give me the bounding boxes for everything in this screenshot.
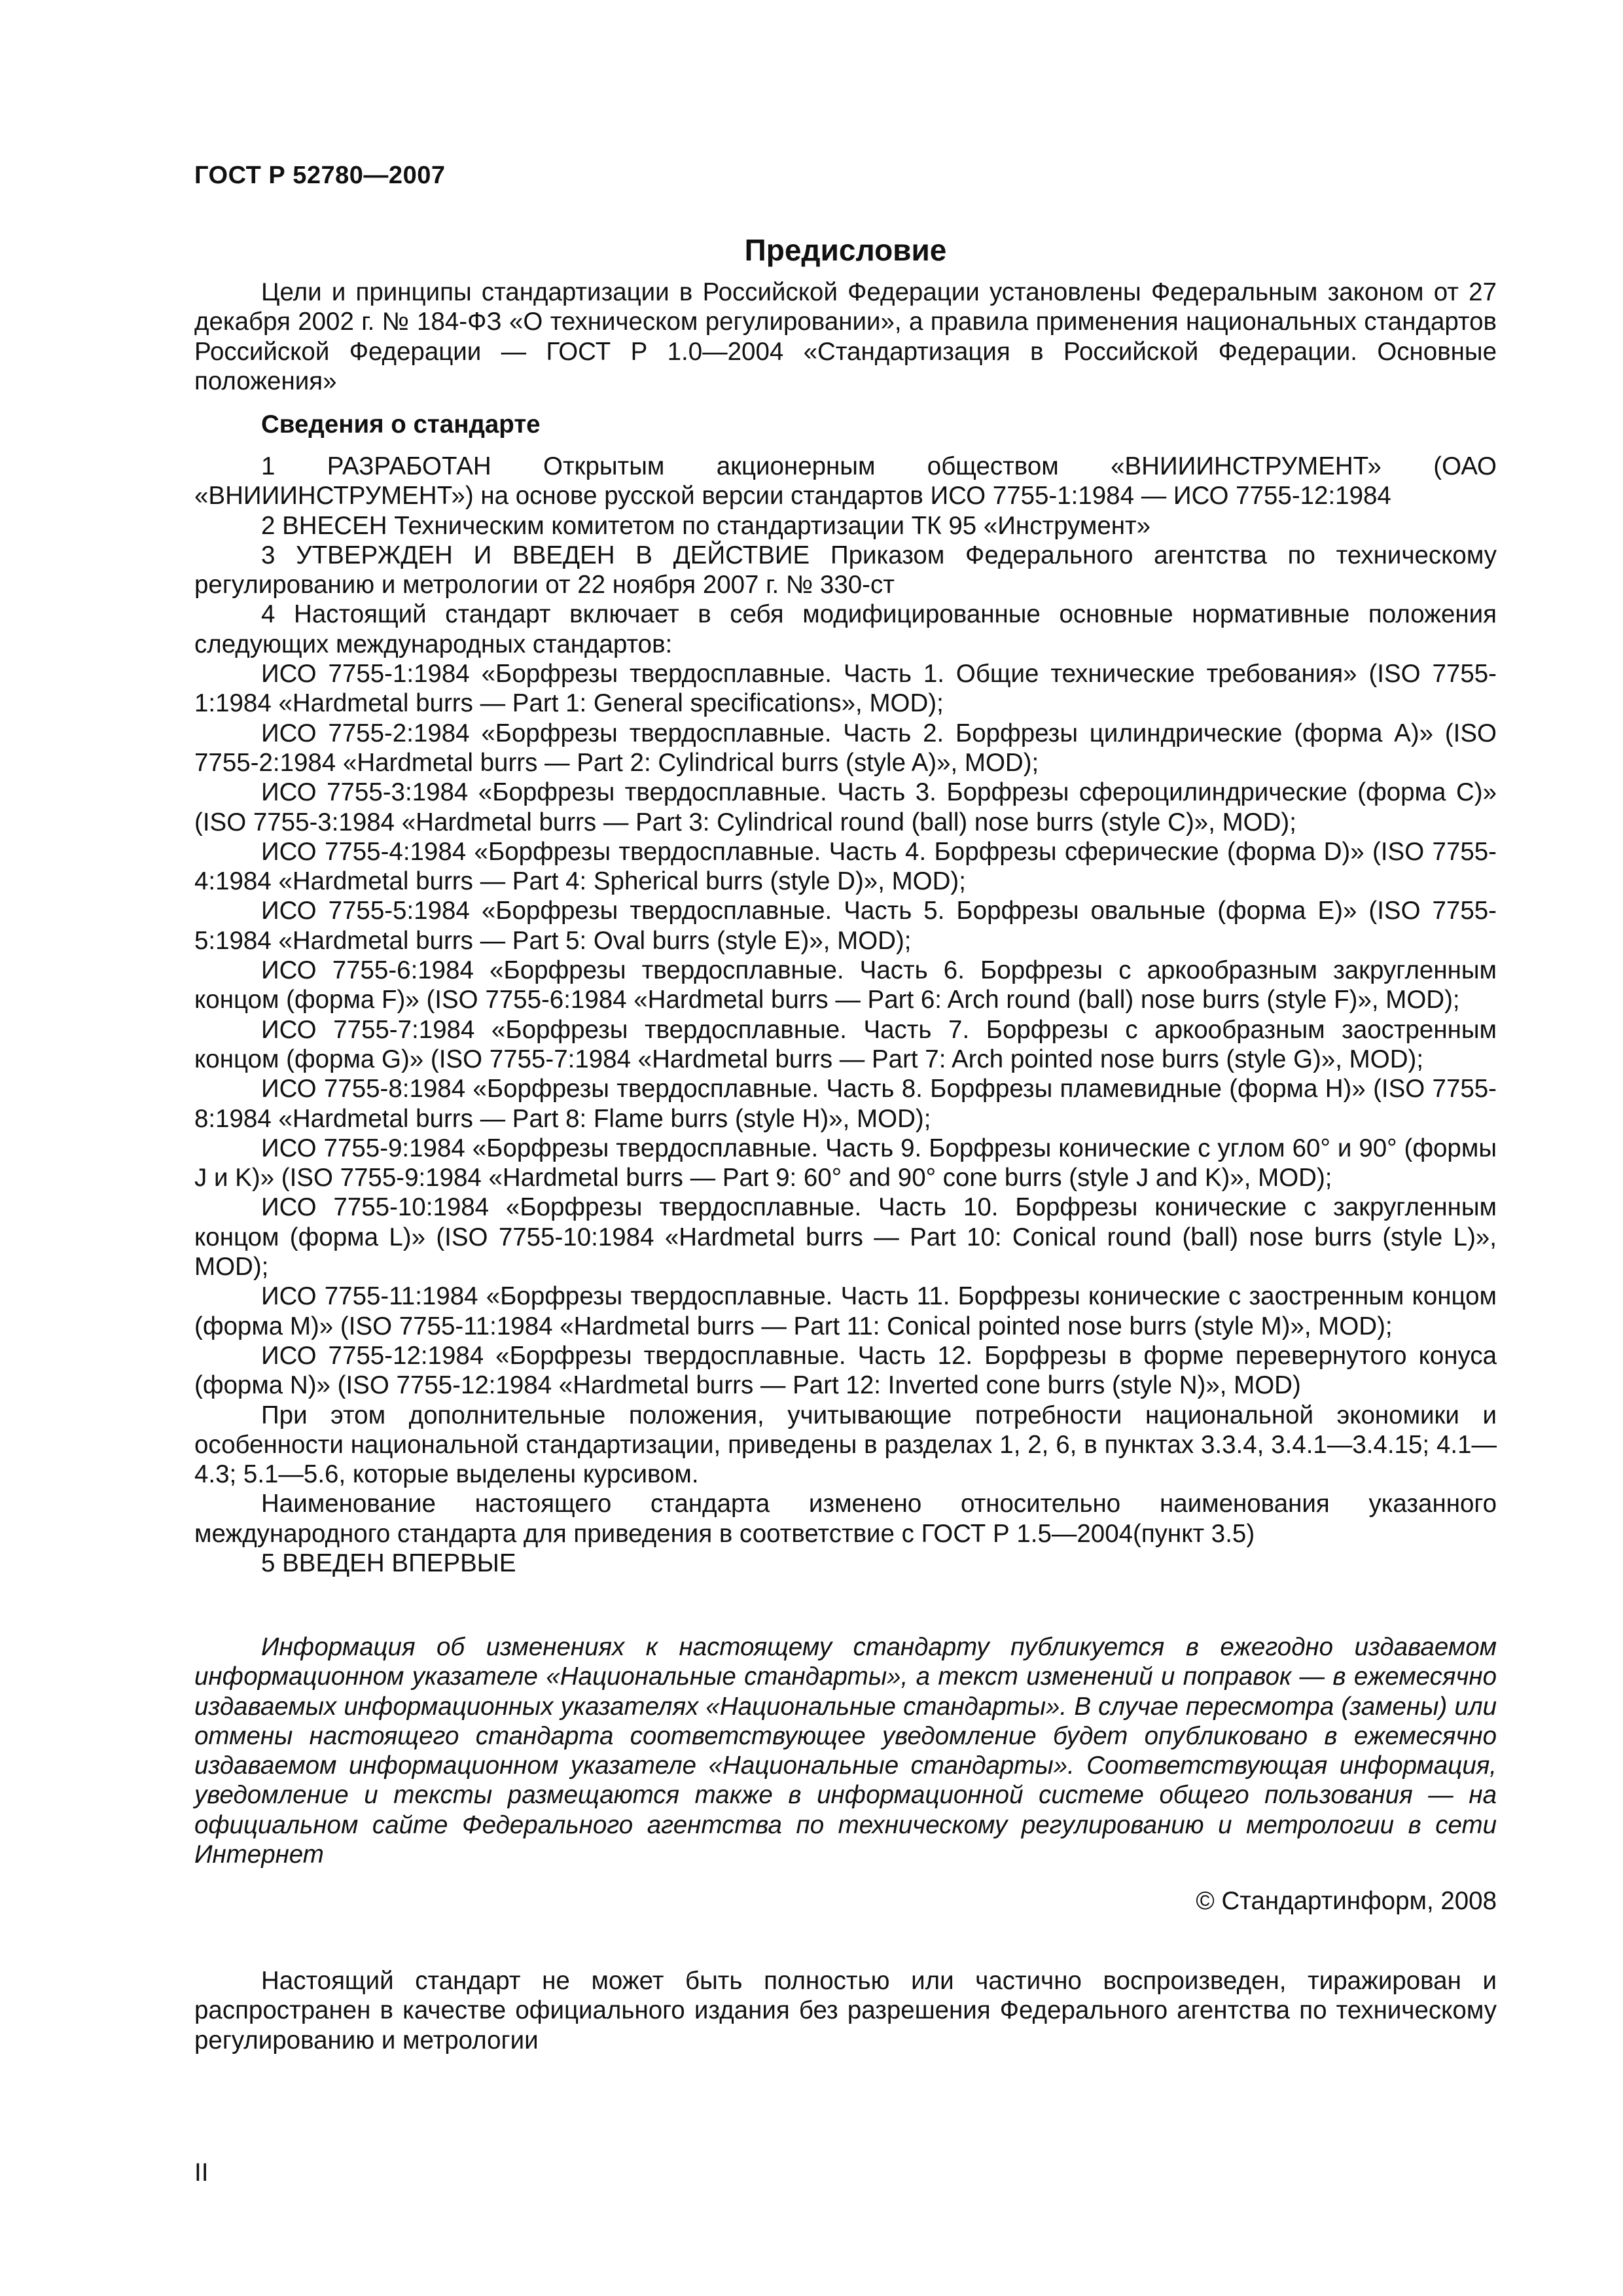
iso-reference-12: ИСО 7755-12:1984 «Борфрезы твердосплавные. Часть 12. Борфрезы в форме перевернутого конуса (форма N)» (ISO 7755-12:1984 «Hardmetal burrs — Part 12: Inverted cone burrs (style N)», MOD) [194, 1341, 1497, 1400]
additional-provisions-paragraph: При этом дополнительные положения, учитывающие потребности национальной экономики и особенности национальной стандартизации, приведены в разделах 1, 2, 6, в пунктах 3.3.4, 3.4.1—3.4.15; 4.1—4.3; 5.1—5.6, которые выделены курсивом. [194, 1401, 1497, 1489]
copyright-line: © Стандартинформ, 2008 [1196, 1887, 1497, 1915]
intro-paragraph: Цели и принципы стандартизации в Российской Федерации установлены Федеральным законом от 27 декабря 2002 г. № 184-ФЗ «О техническом регулировании», а правила применения национальных стандартов Российской Федерации — ГОСТ Р 1.0—2004 «Стандартизация в Российской Федерации. Основные положения» [194, 278, 1497, 395]
reproduction-notice-section [194, 1966, 1497, 2055]
name-change-paragraph: Наименование настоящего стандарта изменено относительно наименования указанного международного стандарта для приведения в соответствие с ГОСТ Р 1.5—2004(пункт 3.5) [194, 1490, 1497, 1548]
iso-reference-10: ИСО 7755-10:1984 «Борфрезы твердосплавные. Часть 10. Борфрезы конические с закругленным концом (форма L)» (ISO 7755-10:1984 «Hardmetal burrs — Part 10: Conical round (ball) nose burrs (style L)», MOD); [194, 1193, 1497, 1282]
iso-reference-11: ИСО 7755-11:1984 «Борфрезы твердосплавные. Часть 11. Борфрезы конические с заостренным концом (форма M)» (ISO 7755-11:1984 «Hardmetal burrs — Part 11: Conical pointed nose burrs (style M)», MOD); [194, 1282, 1497, 1340]
info-item-2: 2 ВНЕСЕН Техническим комитетом по стандартизации ТК 95 «Инструмент» [261, 511, 1151, 540]
iso-reference-3: ИСО 7755-3:1984 «Борфрезы твердосплавные. Часть 3. Борфрезы сфероцилиндрические (форма C)» (ISO 7755-3:1984 «Hardmetal burrs — Part 3: Cylindrical round (ball) nose burrs (style C)», MOD); [194, 778, 1497, 836]
info-item-5: 5 ВВЕДЕН ВПЕРВЫЕ [261, 1549, 516, 1577]
iso-reference-2: ИСО 7755-2:1984 «Борфрезы твердосплавные. Часть 2. Борфрезы цилиндрические (форма A)» (ISO 7755-2:1984 «Hardmetal burrs — Part 2: Cylindrical burrs (style A)», MOD); [194, 719, 1497, 777]
info-item-4: 4 Настоящий стандарт включает в себя модифицированные основные нормативные положения следующих международных стандартов: [194, 600, 1497, 658]
info-item-1: 1 РАЗРАБОТАН Открытым акционерным обществом «ВНИИИНСТРУМЕНТ» (ОАО «ВНИИИНСТРУМЕНТ») на основе русской версии стандартов ИСО 7755-1:1984 — ИСО 7755-12:1984 [194, 452, 1497, 511]
iso-reference-8: ИСО 7755-8:1984 «Борфрезы твердосплавные. Часть 8. Борфрезы пламевидные (форма H)» (ISO 7755-8:1984 «Hardmetal burrs — Part 8: Flame burrs (style H)», MOD); [194, 1075, 1497, 1133]
iso-reference-4: ИСО 7755-4:1984 «Борфрезы твердосплавные. Часть 4. Борфрезы сферические (форма D)» (ISO 7755-4:1984 «Hardmetal burrs — Part 4: Spherical burrs (style D)», MOD); [194, 837, 1497, 896]
page-title: Предисловие [744, 233, 947, 267]
iso-reference-6: ИСО 7755-6:1984 «Борфрезы твердосплавные. Часть 6. Борфрезы с аркообразным закругленным концом (форма F)» (ISO 7755-6:1984 «Hardmetal burrs — Part 6: Arch round (ball) nose burrs (style F)», MOD); [194, 956, 1497, 1014]
iso-reference-1: ИСО 7755-1:1984 «Борфрезы твердосплавные. Часть 1. Общие технические требования» (ISO 7755-1:1984 «Hardmetal burrs — Part 1: General specifications», MOD); [194, 660, 1497, 718]
standard-info-section [194, 452, 1497, 1578]
change-notice-paragraph: Информация об изменениях к настоящему стандарту публикуется в ежегодно издаваемом информационном указателе «Национальные стандарты», а текст изменений и поправок — в ежемесячно издаваемых информационных указателях «Национальные стандарты». В случае пересмотра (замены) или отмены настоящего стандарта соответствующее уведомление будет опубликовано в ежемесячно издаваемом информационном указателе «Национальные стандарты». Соответствующая информация, уведомление и тексты размещаются также в информационной системе общего пользования — на официальном сайте Федерального агентства по техническому регулированию и метрологии в сети Интернет [194, 1633, 1497, 1869]
iso-reference-5: ИСО 7755-5:1984 «Борфрезы твердосплавные. Часть 5. Борфрезы овальные (форма E)» (ISO 7755-5:1984 «Hardmetal burrs — Part 5: Oval burrs (style E)», MOD); [194, 897, 1497, 955]
intro-section [194, 278, 1497, 396]
section-subheading: Сведения о стандарте [261, 410, 541, 439]
page-number: II [194, 2159, 209, 2187]
change-notice-section [194, 1632, 1497, 1869]
reproduction-notice-paragraph: Настоящий стандарт не может быть полностью или частично воспроизведен, тиражирован и распространен в качестве официального издания без разрешения Федерального агентства по техническому регулированию и метрологии [194, 1967, 1497, 2054]
info-item-3: 3 УТВЕРЖДЕН И ВВЕДЕН В ДЕЙСТВИЕ Приказом Федерального агентства по техническому регулированию и метрологии от 22 ноября 2007 г. № 330-ст [194, 541, 1497, 600]
document-id-header: ГОСТ Р 52780—2007 [194, 162, 446, 189]
iso-reference-9: ИСО 7755-9:1984 «Борфрезы твердосплавные. Часть 9. Борфрезы конические с углом 60° и 90° (формы J и K)» (ISO 7755-9:1984 «Hardmetal burrs — Part 9: 60° and 90° cone burrs (style J and K)», MOD); [194, 1134, 1497, 1193]
iso-reference-7: ИСО 7755-7:1984 «Борфрезы твердосплавные. Часть 7. Борфрезы с аркообразным заостренным концом (форма G)» (ISO 7755-7:1984 «Hardmetal burrs — Part 7: Arch pointed nose burrs (style G)», MOD); [194, 1015, 1497, 1073]
